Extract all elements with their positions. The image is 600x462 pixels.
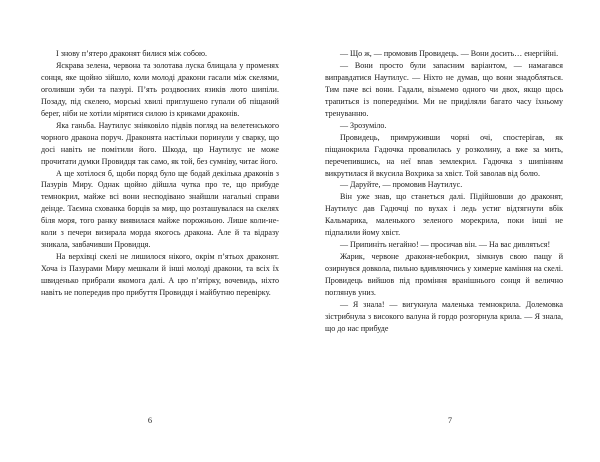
paragraph: — Даруйте, — промовив Наутилус. [340,180,463,190]
paragraph: — Вони просто були запасним варіантом, — намагався виправдатися Наутилус. — Ніхто не думав, що вони знадобляться. Тим паче всі вони. Гадали, візьмемо одного чи двох, якщо щось трапиться із попередніми. Ми не приділяли багато часу їхньому тренуванню. [325,60,563,118]
page-number-left [0,416,300,425]
paragraph: Провидець, примруживши чорні очі, спостерігав, як піщанокрила Гадючка провалилась у розколину, а вже за мить, перечепившись, на неї впав землекрил. Гадючка з шипінням викрутилася й вкусила Вохрика за хвіст. Той заволав від болю. [325,132,563,178]
paragraph: На верхівці скелі не лишилося нікого, окрім п’ятьох драконят. Хоча із Пазурами Миру мешкали й інші молоді дракони, та всіх їх швиденько прибрали якомога далі. А цю п’ятірку, вочевидь, ніхто навіть не попередив про прибуття Провидця і майбутню перевірку. [41,252,279,298]
paragraph: Яскрава зелена, червона та золотава луска блищала у променях сонця, яке щойно зійшло, коли молоді дракони гасали між скелями, оголивши зуби та пазурі. П’ять роздвоєних язиків люто шипіли. Позаду, під скелею, морські хвилі приглушено гупали об піщаний берег, ніби не хотіли мірятися силою із криками драконів. [41,60,279,118]
paragraph: — Зрозуміло. [340,120,387,130]
page-number-left-value: 6 [147,416,153,425]
paragraph: — Що ж, — промовив Провидець. — Вони досить… енергійні. [340,49,559,58]
paragraph: — Я знала! — вигукнула маленька темнокрила. Долемовка зістрибнула з високого валуна й гордо розгорнула крила. — Я знала, що до нас прибуде [325,300,563,333]
paragraph: Він уже знав, що станеться далі. Підійшовши до драконят, Наутилус дав Гадючці по вухах і ледь устиг відтягнути вбік Кальмарика, маленького зеленого морекрила, поки інші не підпалили йому хвіст. [325,192,563,238]
page-left-textblock [41,48,279,299]
paragraph: А ще хотілося б, щоби поряд було ще бодай декілька драконів з Пазурів Миру. Однак щойно дійшла чутка про те, що прибуде темнокрил, майже всі вони несподівано знайшли нагальні справи деінде. Таємна схованка борців за мир, що розташувалася на скелях біля моря, того ранку виявилася майже порожньою. Лише коли-не-коли з печери визирала морда якогось дракона. Але й та відразу зникала, завбачивши Провидця. [41,168,279,250]
paragraph: І знову п’ятеро драконят билися між собою. [56,49,207,58]
paragraph: — Припиніть негайно! — просичав він. — На вас дивляться! [340,240,551,250]
page-number-right [300,416,600,425]
paragraph: Яка ганьба. Наутилус зніяковіло підвів погляд на велетенського чорного дракона поруч. Драконята настільки поринули у сварку, що досі навіть не помітили його. Шкода, що Наутилус не може прочитати думки Провидця так само, як той, без сумніву, читає його. [41,120,279,166]
page-number-right-value: 7 [447,416,453,425]
page-right [300,0,600,462]
paragraph: Жарик, червоне драконя-небокрил, зімкнув свою пащу й озирнувся довкола, пильно вдивляючись у химерне каміння на скелі. Провидець вийшов під проміння вранішнього сонця й велично поглянув униз. [325,252,563,298]
page-right-textblock [325,48,563,335]
